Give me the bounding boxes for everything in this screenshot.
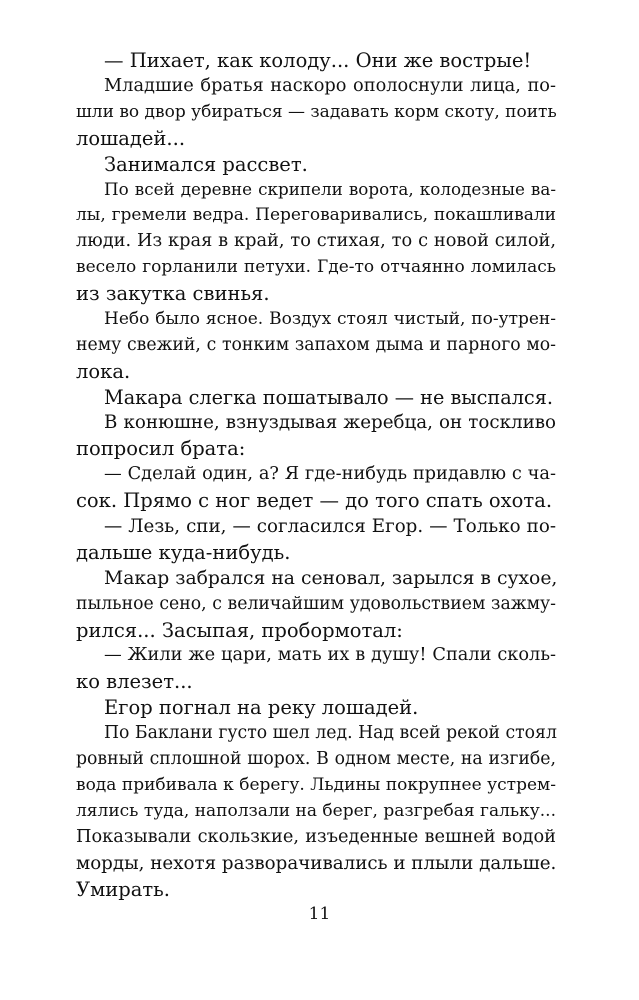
text-line: лошадей... [76, 126, 186, 150]
body-text [76, 48, 556, 902]
text-line: весело горланили петухи. Где-то отчаянно ломилась [76, 257, 556, 278]
text-line: вода прибивала к берегу. Льдины покрупнее устрем- [76, 774, 556, 795]
page-number: 11 [308, 904, 331, 924]
text-line: — Жили же цари, мать их в душу! Спали сколь- [104, 645, 556, 666]
text-line: лялись туда, наползали на берег, разгребая гальку... [76, 800, 556, 821]
text-line: — Сделай один, а? Я где-нибудь придавлю с ча- [104, 464, 556, 485]
text-line: ровный сплошной шорох. В одном месте, на изгибе, [76, 749, 556, 770]
text-line: попросил брата: [76, 437, 246, 461]
text-line: сок. Прямо с ног ведет — до того спать охота. [76, 489, 553, 513]
text-line: Показывали скользкие, изъеденные вешней водой [76, 826, 556, 847]
text-line: Небо было ясное. Воздух стоял чистый, по-утрен- [104, 308, 556, 329]
text-line: шли во двор убираться — задавать корм скоту, поить [76, 101, 557, 122]
text-line: пыльное сено, с величайшим удовольствием зажму- [76, 593, 556, 614]
text-line: Макара слегка пошатывало — не выспался. [104, 385, 553, 409]
text-line: лока. [76, 359, 131, 383]
text-line: рился... Засыпая, пробормотал: [76, 618, 403, 642]
text-line: По всей деревне скрипели ворота, колодезные ва- [104, 179, 556, 200]
text-line: из закутка свинья. [76, 282, 270, 306]
text-line: По Баклани густо шел лед. Над всей рекой стоял [104, 723, 557, 744]
text-line: Макар забрался на сеновал, зарылся в сухое, [104, 567, 558, 589]
text-line: морды, нехотя разворачивались и плыли дальше. [76, 852, 557, 874]
text-line: Егор погнал на реку лошадей. [104, 696, 419, 720]
text-line: В конюшне, взнуздывая жеребца, он тоскливо [104, 412, 556, 434]
text-line: ко влезет... [76, 670, 193, 694]
text-line: дальше куда-нибудь. [76, 540, 291, 564]
text-line: нему свежий, с тонким запахом дыма и парного мо- [76, 334, 556, 355]
text-line: лы, гремели ведра. Переговаривались, покашливали [76, 205, 556, 226]
text-line: Младшие братья наскоро ополоснули лица, по- [104, 75, 556, 96]
text-line: люди. Из края в край, то стихая, то с новой силой, [76, 231, 556, 252]
text-line: — Лезь, спи, — согласился Егор. — Только по- [104, 516, 556, 538]
text-line: Умирать. [76, 877, 170, 901]
text-line: — Пихает, как колоду... Они же вострые! [104, 49, 532, 72]
text-line: Занимался рассвет. [104, 152, 308, 176]
